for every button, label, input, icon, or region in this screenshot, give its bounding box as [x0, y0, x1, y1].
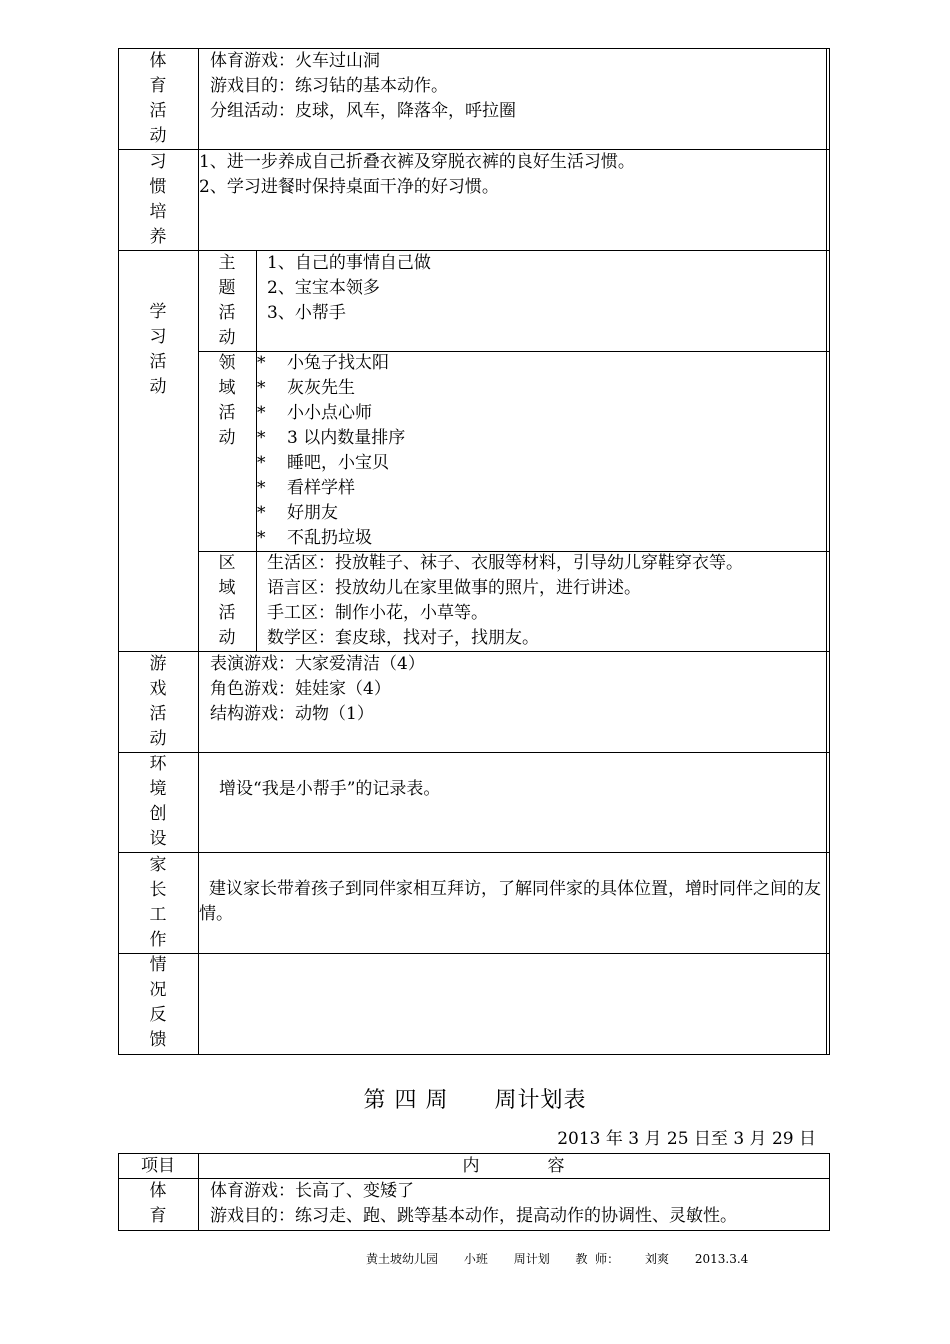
footer-teacher: 刘爽 [645, 1252, 670, 1266]
list-item: * 看样学样 [257, 478, 355, 498]
row-label-pe: 体 育 活 动 [149, 51, 167, 146]
row-label-parent: 家 长 工 作 [149, 855, 167, 950]
list-item: * 灰灰先生 [257, 378, 355, 398]
table-border [118, 1230, 829, 1231]
sub-label-theme: 主 题 活 动 [218, 253, 236, 348]
table-border [118, 1054, 829, 1055]
footer-school: 黄土坡幼儿园 [366, 1252, 439, 1266]
theme-content: 1、自己的事情自己做 2、宝宝本领多 3、小帮手 [267, 253, 431, 323]
page-title: 第 四 周 周计划表 [363, 1088, 587, 1113]
list-item: * 小小点心师 [257, 403, 372, 423]
pe-content: 体育游戏：火车过山洞 游戏目的：练习钻的基本动作。 分组活动：皮球，风车，降落伞，呼拉圈 [210, 51, 516, 121]
footer-teacher-label: 教 师： [575, 1252, 620, 1266]
date-range: 2013 年 3 月 25 日至 3 月 29 日 [557, 1129, 816, 1149]
sub-label-area: 区 域 活 动 [218, 553, 236, 648]
parent-content: 建议家长带着孩子到同伴家相互拜访，了解同伴家的具体位置，增时同伴之间的友情。 [199, 879, 821, 924]
row-label-habit: 习 惯 培 养 [149, 152, 167, 247]
table-border [118, 953, 829, 954]
footer-class: 小班 [463, 1252, 488, 1266]
table-border [826, 48, 827, 1055]
row-label-learning: 学 习 活 动 [149, 302, 167, 397]
list-item: * 小兔子找太阳 [257, 353, 389, 373]
footer-date: 2013.3.4 [694, 1252, 749, 1266]
list-item: * 睡吧，小宝贝 [257, 453, 389, 473]
table-border [118, 852, 829, 853]
area-content: 生活区：投放鞋子、袜子、衣服等材料，引导幼儿穿鞋穿衣等。 语言区：投放幼儿在家里做事的照片，进行讲述。 手工区：制作小花，小草等。 数学区：套皮球，找对子，找朋友。 [267, 553, 743, 648]
row-label-week4-pe: 体 育 [149, 1181, 167, 1226]
domain-content [257, 351, 405, 551]
row-label-game: 游 戏 活 动 [149, 654, 167, 749]
week4-pe-content: 体育游戏：长高了、变矮了 游戏目的：练习走、跑、跳等基本动作，提高动作的协调性、灵敏性。 [210, 1181, 737, 1226]
row-label-feedback: 情 况 反 馈 [149, 955, 167, 1050]
page-footer [366, 1250, 770, 1267]
env-content: 增设“我是小帮手”的记录表。 [219, 779, 441, 799]
header-content: 内 容 [462, 1156, 565, 1176]
footer-plan: 周计划 [513, 1252, 550, 1266]
habit-content: 1、进一步养成自己折叠衣裤及穿脱衣裤的良好生活习惯。 2、学习进餐时保持桌面干净的好习惯。 [199, 152, 635, 197]
header-item: 项目 [141, 1156, 175, 1176]
table-border [829, 1153, 830, 1231]
table-border [829, 48, 830, 1055]
row-label-env: 环 境 创 设 [149, 754, 167, 849]
list-item: * 3 以内数量排序 [257, 428, 406, 448]
sub-label-domain: 领 域 活 动 [218, 353, 236, 448]
list-item: * 好朋友 [257, 503, 338, 523]
list-item: * 不乱扔垃圾 [257, 528, 372, 548]
table-border [118, 752, 829, 753]
game-content: 表演游戏：大家爱清洁（4） 角色游戏：娃娃家（4） 结构游戏：动物（1） [210, 654, 425, 724]
